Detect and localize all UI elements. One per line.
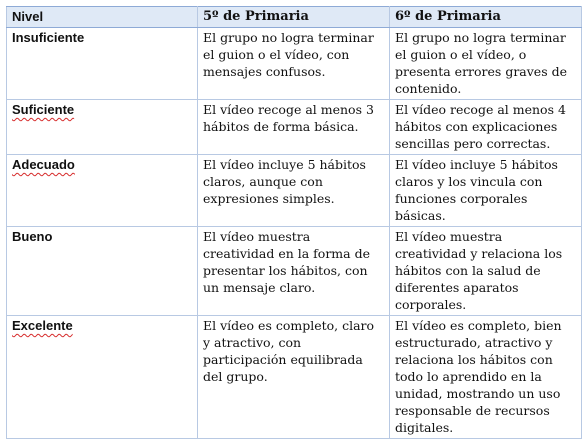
grade5-cell: El vídeo incluye 5 hábitos claros, aunque con expresiones simples. <box>198 155 390 227</box>
level-cell <box>7 316 198 439</box>
grade6-cell: El vídeo muestra creatividad y relaciona los hábitos con la salud de diferentes aparatos corporales. <box>390 227 582 316</box>
grade5-cell: El vídeo es completo, claro y atractivo, con participación equilibrada del grupo. <box>198 316 390 439</box>
grade6-cell: El vídeo incluye 5 hábitos claros y los vincula con funciones corporales básicas. <box>390 155 582 227</box>
grade5-cell: El grupo no logra terminar el guion o el vídeo, con mensajes confusos. <box>198 28 390 100</box>
header-grade5: 5º de Primaria <box>198 7 390 28</box>
table-row <box>7 155 582 227</box>
header-grade6: 6º de Primaria <box>390 7 582 28</box>
table-header-row <box>7 7 582 28</box>
level-cell <box>7 28 198 100</box>
level-cell <box>7 100 198 155</box>
level-label: Suficiente <box>12 102 75 117</box>
rubric-table <box>6 6 582 439</box>
grade5-cell: El vídeo recoge al menos 3 hábitos de forma básica. <box>198 100 390 155</box>
table-row <box>7 227 582 316</box>
grade6-cell: El grupo no logra terminar el guion o el vídeo, o presenta errores graves de contenido. <box>390 28 582 100</box>
level-label: Bueno <box>12 229 53 244</box>
table-row <box>7 100 582 155</box>
level-label: Insuficiente <box>12 30 85 45</box>
grade6-cell: El vídeo es completo, bien estructurado, atractivo y relaciona los hábitos con todo lo aprendido en la unidad, mostrando un uso responsable de recursos digitales. <box>390 316 582 439</box>
grade5-cell: El vídeo muestra creatividad en la forma de presentar los hábitos, con un mensaje claro. <box>198 227 390 316</box>
header-level: Nivel <box>7 7 198 28</box>
table-row <box>7 316 582 439</box>
level-cell <box>7 227 198 316</box>
grade6-cell: El vídeo recoge al menos 4 hábitos con explicaciones sencillas pero correctas. <box>390 100 582 155</box>
table-row <box>7 28 582 100</box>
level-cell <box>7 155 198 227</box>
level-label: Adecuado <box>12 157 75 172</box>
level-label: Excelente <box>12 318 73 333</box>
